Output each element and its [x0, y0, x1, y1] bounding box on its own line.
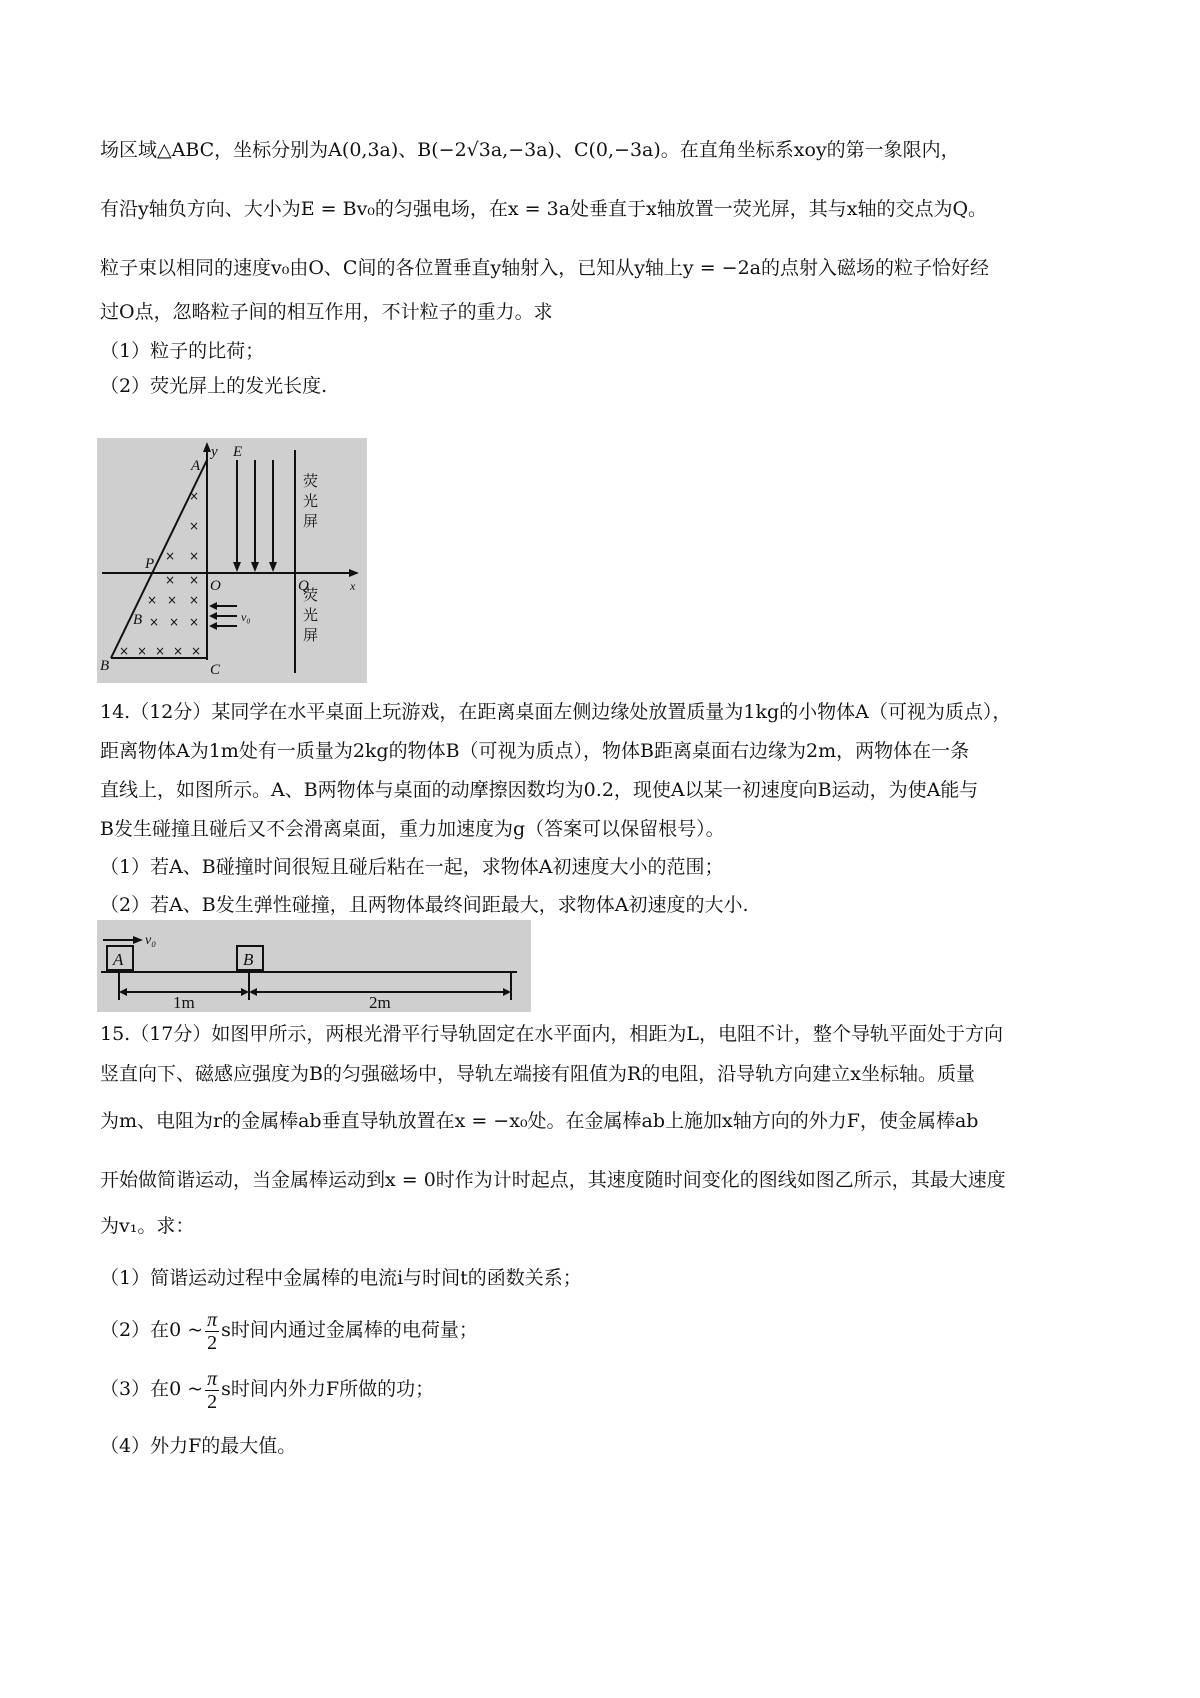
- fig13-screen-label-lower-1: 荧: [303, 586, 319, 604]
- fraction-pi-over-2: [205, 1368, 219, 1413]
- p13-question-2: （2）荧光屏上的发光长度.: [100, 375, 328, 397]
- fig13-field-cross: ×: [189, 489, 200, 503]
- fig13-screen-label-upper-1: 荧: [303, 472, 319, 490]
- fraction-pi-over-2: [205, 1309, 219, 1354]
- fig13-field-cross: ×: [189, 615, 200, 629]
- fig13-label-Q: Q: [298, 578, 309, 594]
- p13-line-1: 场区域△ABC，坐标分别为A(0,3a)、B(−2√3a,−3a)、C(0,−3a)。在直角坐标系xoy的第一象限内，: [100, 139, 960, 161]
- p15-line-3: 为m、电阻为r的金属棒ab垂直导轨放置在x = −x₀处。在金属棒ab上施加x轴方向的外力F，使金属棒ab: [100, 1110, 979, 1132]
- p15-question-4: （4）外力F的最大值。: [100, 1435, 297, 1457]
- p15-question-2: [100, 1304, 478, 1356]
- fig14-label-v0: v₀: [145, 933, 157, 948]
- fig13-field-cross: ×: [189, 519, 200, 533]
- fig13-label-x: x: [350, 579, 356, 593]
- fig13-field-cross: ×: [189, 549, 200, 563]
- fig14-distance-2m: 2m: [369, 993, 391, 1012]
- fig13-field-cross: ×: [137, 644, 148, 658]
- fig13-field-cross: ×: [165, 549, 176, 563]
- fig14-block-B: B: [243, 950, 254, 969]
- p15-line-1: 15.（17分）如图甲所示，两根光滑平行导轨固定在水平面内，相距为L，电阻不计，整个导轨平面处于方向: [100, 1023, 1004, 1045]
- fig13-field-cross: ×: [155, 644, 166, 658]
- fraction-denominator: 2: [207, 1390, 218, 1413]
- p15-question-3: [100, 1363, 434, 1415]
- fig13-label-v0: v₀: [241, 610, 251, 624]
- fraction-denominator: 2: [207, 1331, 218, 1354]
- fig13-field-cross: ×: [173, 644, 184, 658]
- p13-question-1: （1）粒子的比荷；: [100, 340, 265, 362]
- p15-q3-prefix: （3）在0 ~: [100, 1378, 204, 1400]
- p13-line-4: 过O点，忽略粒子间的相互作用，不计粒子的重力。求: [100, 301, 553, 323]
- fig13-screen-label-lower-3: 屏: [303, 626, 319, 644]
- figure-table-blocks: [97, 920, 531, 1012]
- p13-line-2: 有沿y轴负方向、大小为E = Bv₀的匀强电场，在x = 3a处垂直于x轴放置一荧光屏，其与x轴的交点为Q。: [100, 198, 988, 220]
- fig13-field-cross: ×: [191, 644, 202, 658]
- p15-q2-suffix: s时间内通过金属棒的电荷量；: [221, 1319, 478, 1341]
- fraction-numerator: π: [207, 1308, 218, 1331]
- fig14-distance-1m: 1m: [173, 993, 195, 1012]
- p14-line-3: 直线上，如图所示。A、B两物体与桌面的动摩擦因数均为0.2，现使A以某一初速度向B运动，为使A能与: [100, 779, 979, 801]
- fig13-label-O: O: [210, 578, 221, 594]
- p15-line-5: 为v₁。求：: [100, 1215, 195, 1237]
- fig13-label-E: E: [233, 444, 243, 460]
- p14-question-2: （2）若A、B发生弹性碰撞，且两物体最终间距最大，求物体A初速度的大小.: [100, 894, 749, 916]
- fig13-label-A: A: [191, 458, 201, 474]
- fig14-block-A: A: [113, 950, 124, 969]
- fig13-screen-label-upper-3: 屏: [303, 512, 319, 530]
- fig13-field-cross: ×: [167, 593, 178, 607]
- fig13-field-cross: ×: [149, 615, 160, 629]
- fig13-field-cross: ×: [165, 573, 176, 587]
- fig13-label-C: C: [210, 662, 221, 678]
- p14-line-1: 14.（12分）某同学在水平桌面上玩游戏，在距离桌面左侧边缘处放置质量为1kg的小物体A（可视为质点），: [100, 701, 1012, 723]
- fig13-label-P: P: [145, 556, 155, 572]
- fig13-field-cross: ×: [147, 593, 158, 607]
- p15-q3-suffix: s时间内外力F所做的功；: [221, 1378, 435, 1400]
- p15-line-4: 开始做简谐运动，当金属棒运动到x = 0时作为计时起点，其速度随时间变化的图线如图乙所示，其最大速度: [100, 1169, 1006, 1191]
- fig13-label-B-low: B: [100, 658, 110, 674]
- fig13-screen-label-lower-2: 光: [303, 606, 319, 624]
- p15-question-1: （1）简谐运动过程中金属棒的电流i与时间t的函数关系；: [100, 1267, 582, 1289]
- p14-question-1: （1）若A、B碰撞时间很短且碰后粘在一起，求物体A初速度大小的范围；: [100, 856, 724, 878]
- fig13-field-cross: ×: [189, 573, 200, 587]
- fraction-numerator: π: [207, 1367, 218, 1390]
- fig13-label-B-mid: B: [133, 612, 143, 628]
- fig13-field-cross: ×: [119, 644, 130, 658]
- fig13-screen-label-upper-2: 光: [303, 492, 319, 510]
- fig13-field-cross: ×: [189, 593, 200, 607]
- figure-field-diagram: [97, 438, 367, 683]
- p13-line-3: 粒子束以相同的速度v₀由O、C间的各位置垂直y轴射入，已知从y轴上y = −2a的点射入磁场的粒子恰好经: [100, 257, 990, 279]
- p14-line-4: B发生碰撞且碰后又不会滑离桌面，重力加速度为g（答案可以保留根号）。: [100, 818, 725, 840]
- fig13-label-y: y: [211, 444, 218, 460]
- p15-line-2: 竖直向下、磁感应强度为B的匀强磁场中，导轨左端接有阻值为R的电阻，沿导轨方向建立x坐标轴。质量: [100, 1063, 975, 1085]
- p14-line-2: 距离物体A为1m处有一质量为2kg的物体B（可视为质点），物体B距离桌面右边缘为2m，两物体在一条: [100, 740, 970, 762]
- fig13-field-cross: ×: [169, 615, 180, 629]
- p15-q2-prefix: （2）在0 ~: [100, 1319, 204, 1341]
